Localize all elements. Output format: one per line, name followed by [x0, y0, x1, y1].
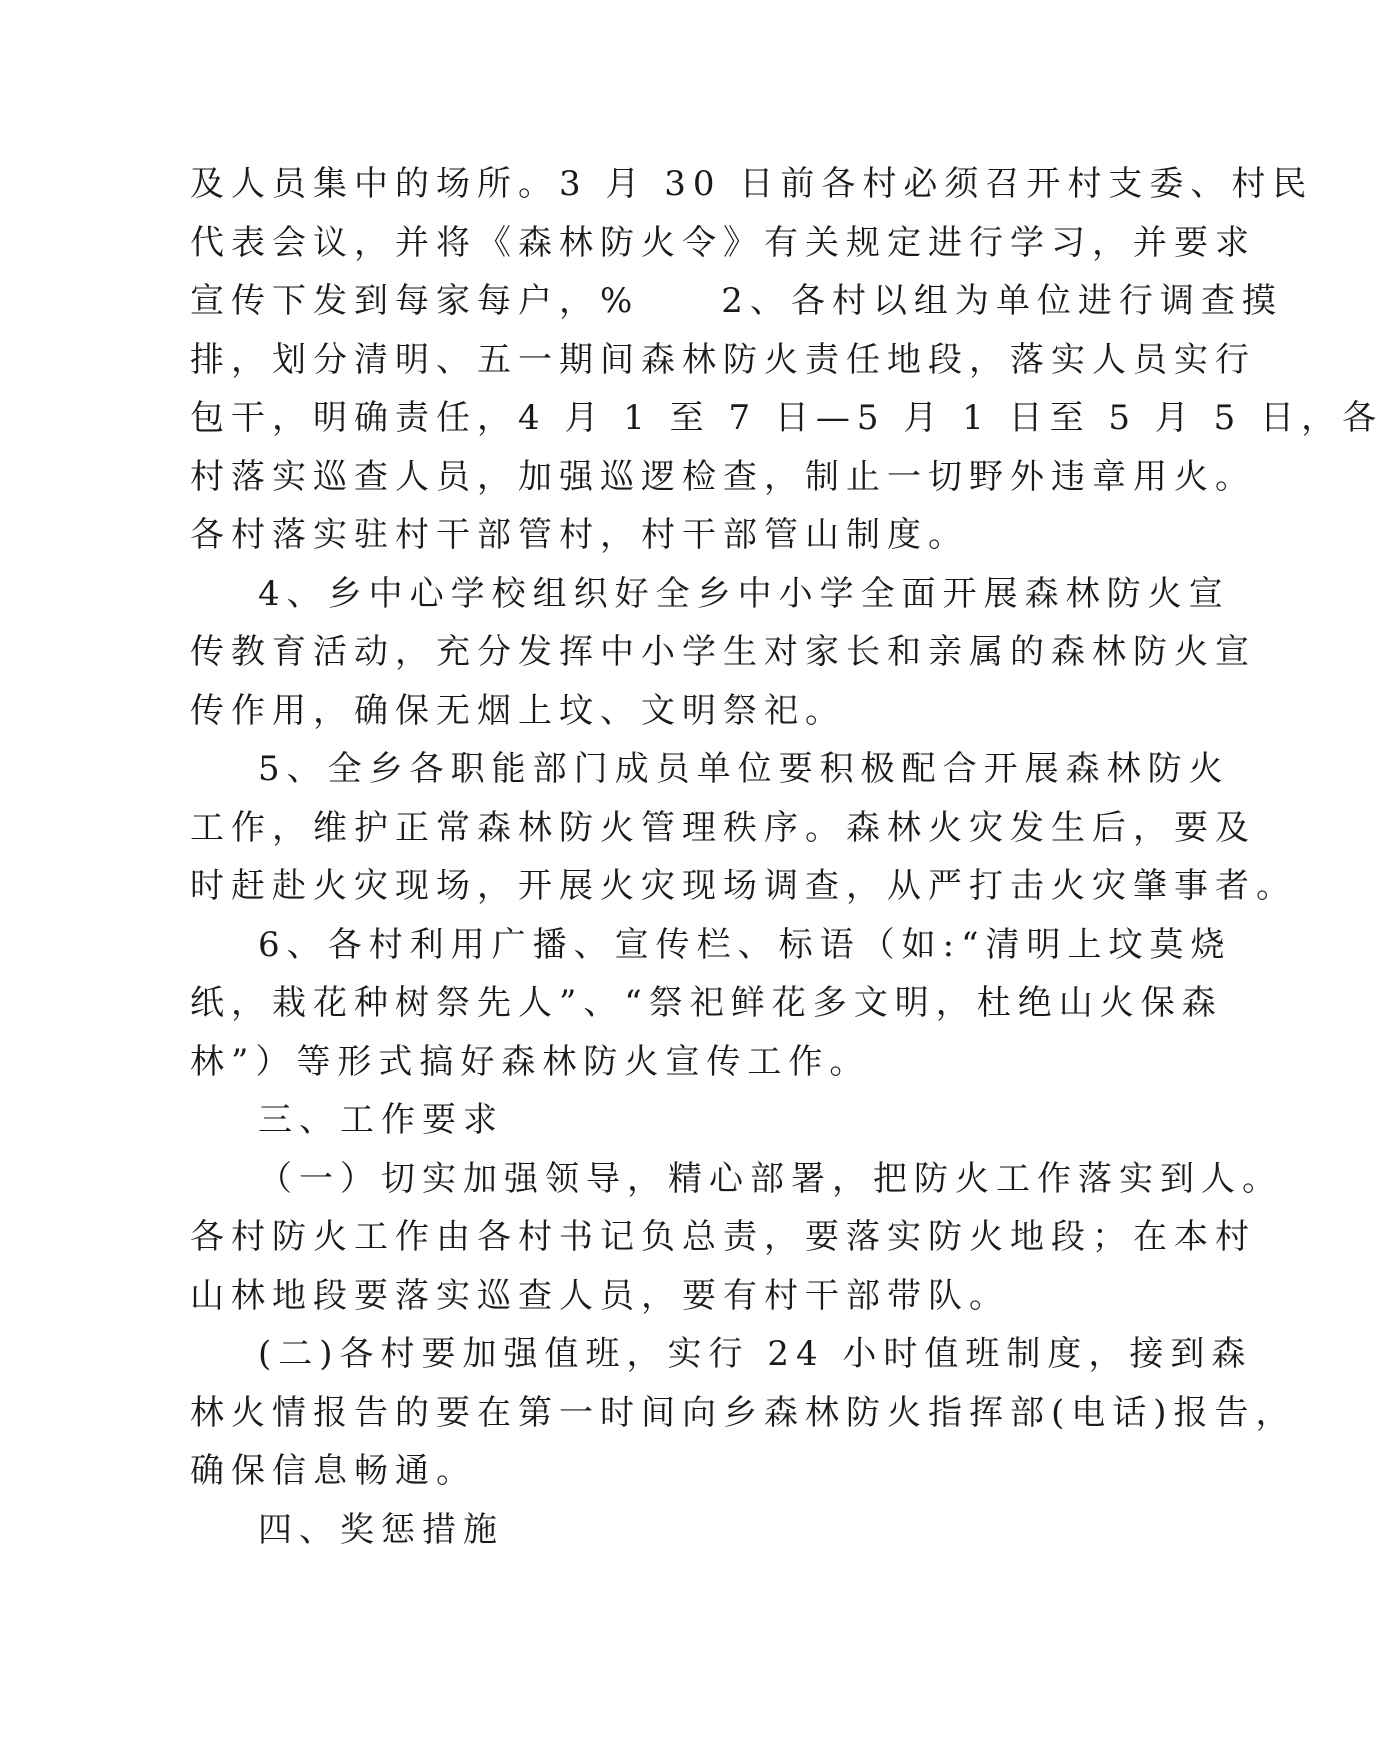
paragraph-req-1-start: （一）切实加强领导，精心部署，把防火工作落实到人。	[258, 1158, 1283, 1199]
section-heading-rewards-penalties: 四、奖惩措施	[258, 1509, 504, 1550]
paragraph-4-start: 4、乡中心学校组织好全乡中小学全面开展森林防火宣	[258, 573, 1230, 614]
section-heading-work-requirements: 三、工作要求	[258, 1100, 504, 1140]
paragraph-5-start: 5、全乡各职能部门成员单位要积极配合开展森林防火	[258, 749, 1230, 789]
text-line: 代表会议，并将《森林防火令》有关规定进行学习，并要求	[190, 222, 1256, 263]
text-line: 排，划分清明、五一期间森林防火责任地段，落实人员实行	[190, 339, 1256, 380]
text-line: 林”）等形式搞好森林防火宣传工作。	[190, 1041, 871, 1082]
text-line: 包干，明确责任，4 月 1 至 7 日—5 月 1 日至 5 月 5 日，各	[190, 398, 1383, 438]
paragraph-6-start: 6、各村利用广播、宣传栏、标语（如:“清明上坟莫烧	[258, 924, 1232, 965]
text-line: 村落实巡查人员，加强巡逻检查，制止一切野外违章用火。	[190, 456, 1256, 497]
paragraph-req-2-start: (二)各村要加强值班，实行 24 小时值班制度，接到森	[258, 1334, 1253, 1374]
text-line: 各村落实驻村干部管村，村干部管山制度。	[190, 515, 969, 555]
text-line: 纸，栽花种树祭先人”、“祭祀鲜花多文明，杜绝山火保森	[190, 983, 1223, 1023]
text-line: 确保信息畅通。	[190, 1451, 477, 1491]
text-line: 宣传下发到每家每户，% 2、各村以组为单位进行调查摸	[190, 281, 1283, 321]
text-line: 时赶赴火灾现场，开展火灾现场调查，从严打击火灾肇事者。	[190, 866, 1297, 906]
text-line: 及人员集中的场所。3 月 30 日前各村必须召开村支委、村民	[190, 164, 1314, 204]
text-line: 各村防火工作由各村书记负总责，要落实防火地段；在本村	[190, 1217, 1256, 1257]
text-line: 传作用，确保无烟上坟、文明祭祀。	[190, 690, 846, 731]
text-line: 工作，维护正常森林防火管理秩序。森林火灾发生后，要及	[190, 807, 1256, 848]
body-text	[190, 155, 1383, 1559]
text-line: 传教育活动，充分发挥中小学生对家长和亲属的森林防火宣	[190, 632, 1256, 672]
text-line: 山林地段要落实巡查人员，要有村干部带队。	[190, 1275, 1010, 1316]
text-line: 林火情报告的要在第一时间向乡森林防火指挥部(电话)报告，	[190, 1392, 1297, 1433]
